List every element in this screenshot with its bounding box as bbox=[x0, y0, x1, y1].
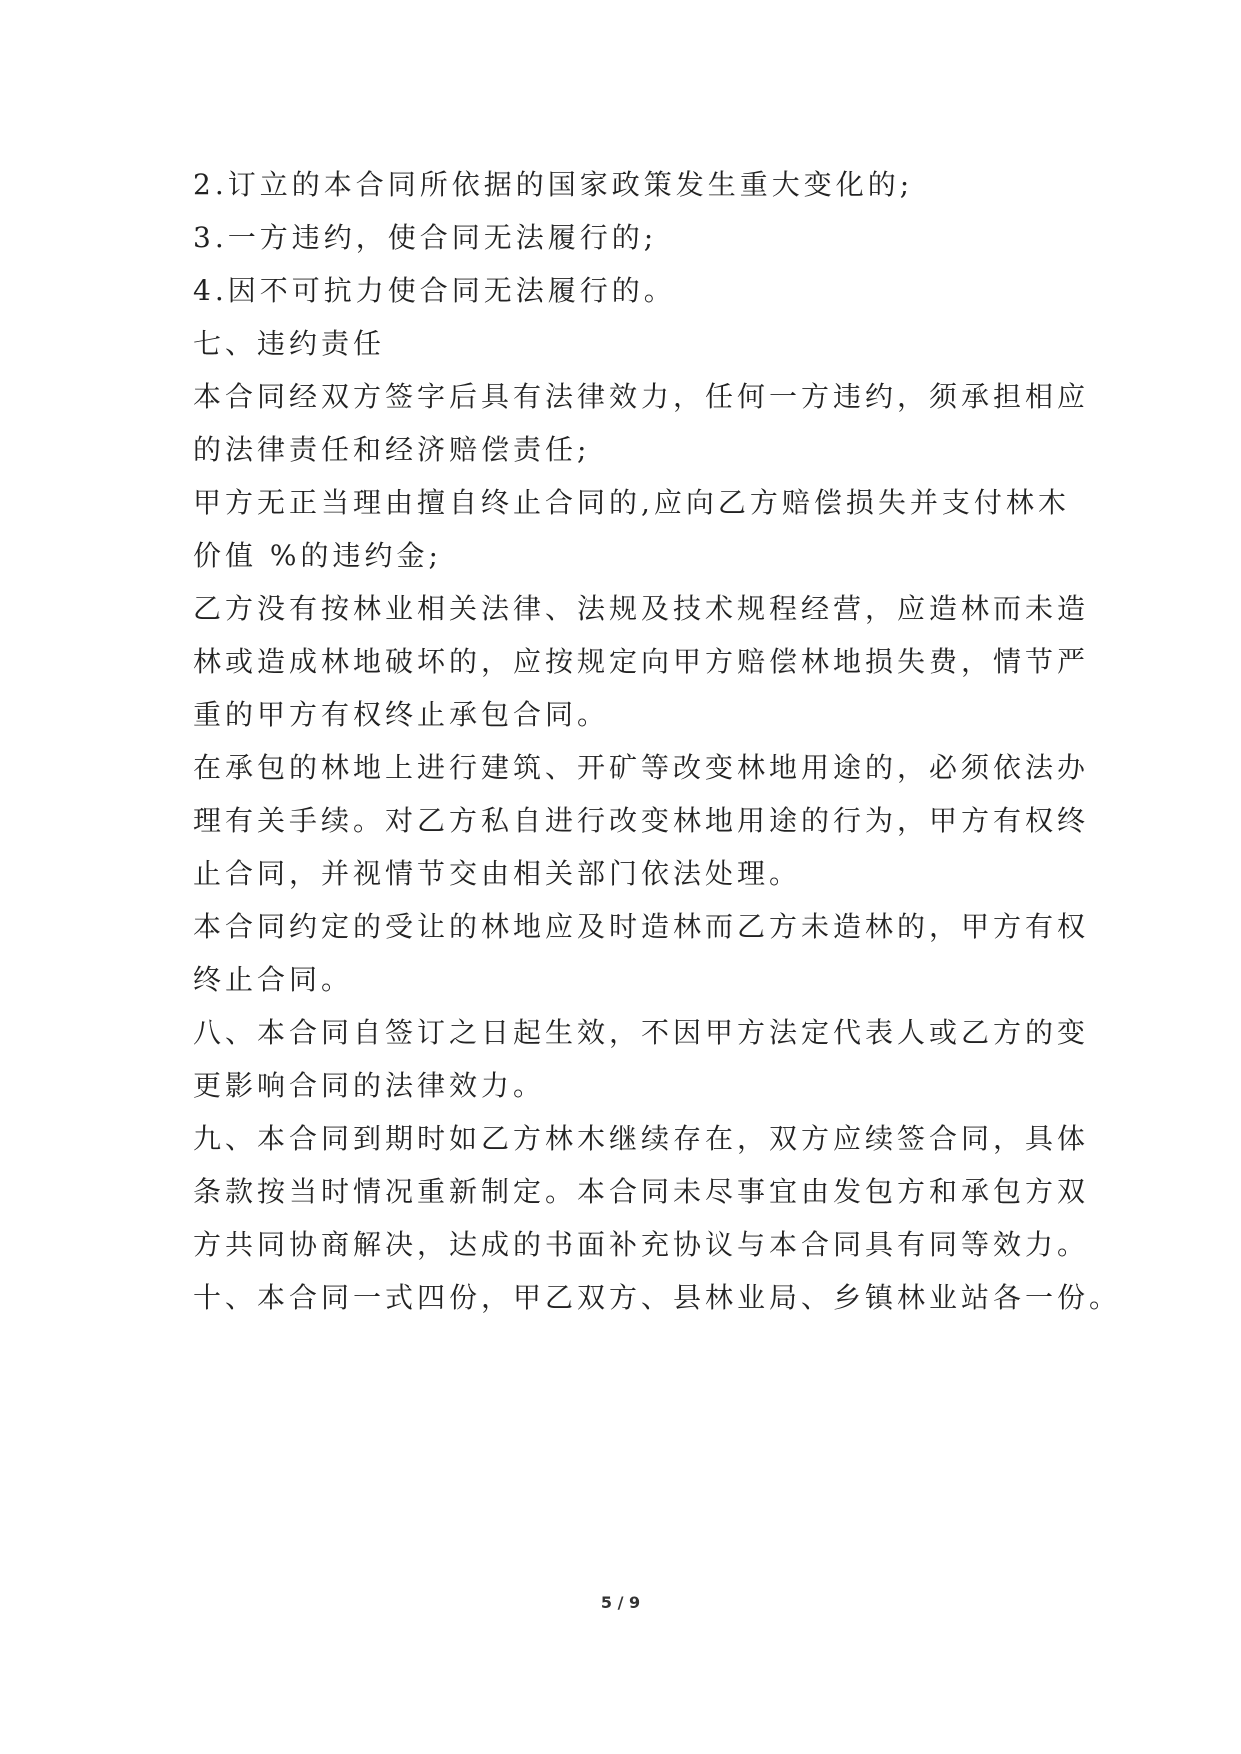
text-line: 条款按当时情况重新制定。本合同未尽事宜由发包方和承包方双 bbox=[193, 1175, 1090, 1208]
text-line: 更影响合同的法律效力。 bbox=[193, 1069, 546, 1102]
text-line: 八、本合同自签订之日起生效，不因甲方法定代表人或乙方的变 bbox=[193, 1016, 1090, 1049]
text-line: 价值 %的违约金; bbox=[193, 539, 442, 572]
text-line: 的法律责任和经济赔偿责任; bbox=[193, 433, 591, 466]
text-line: 方共同协商解决，达成的书面补充协议与本合同具有同等效力。 bbox=[193, 1228, 1090, 1261]
text-line: 本合同约定的受让的林地应及时造林而乙方未造林的，甲方有权 bbox=[193, 910, 1090, 943]
text-line: 在承包的林地上进行建筑、开矿等改变林地用途的，必须依法办 bbox=[193, 751, 1090, 784]
text-line: 4.因不可抗力使合同无法履行的。 bbox=[193, 274, 676, 307]
section-heading: 七、违约责任 bbox=[193, 327, 386, 360]
text-line: 九、本合同到期时如乙方林木继续存在，双方应续签合同，具体 bbox=[193, 1122, 1090, 1155]
text-line: 乙方没有按林业相关法律、法规及技术规程经营，应造林而未造 bbox=[193, 592, 1090, 625]
text-line: 十、本合同一式四份，甲乙双方、县林业局、乡镇林业站各一份。 bbox=[193, 1281, 1122, 1314]
page-number: 5 / 9 bbox=[600, 1593, 641, 1612]
text-line: 本合同经双方签字后具有法律效力，任何一方违约，须承担相应 bbox=[193, 380, 1090, 413]
text-line: 2.订立的本合同所依据的国家政策发生重大变化的; bbox=[193, 168, 914, 201]
text-line: 理有关手续。对乙方私自进行改变林地用途的行为，甲方有权终 bbox=[193, 804, 1090, 837]
text-line: 终止合同。 bbox=[193, 963, 354, 996]
text-line: 甲方无正当理由擅自终止合同的,应向乙方赔偿损失并支付林木 bbox=[193, 486, 1070, 519]
text-line: 3.一方违约，使合同无法履行的; bbox=[193, 221, 658, 254]
text-line: 林或造成林地破坏的，应按规定向甲方赔偿林地损失费，情节严 bbox=[193, 645, 1090, 678]
text-line: 止合同，并视情节交由相关部门依法处理。 bbox=[193, 857, 802, 890]
text-line: 重的甲方有权终止承包合同。 bbox=[193, 698, 610, 731]
document-body bbox=[193, 158, 1122, 1324]
